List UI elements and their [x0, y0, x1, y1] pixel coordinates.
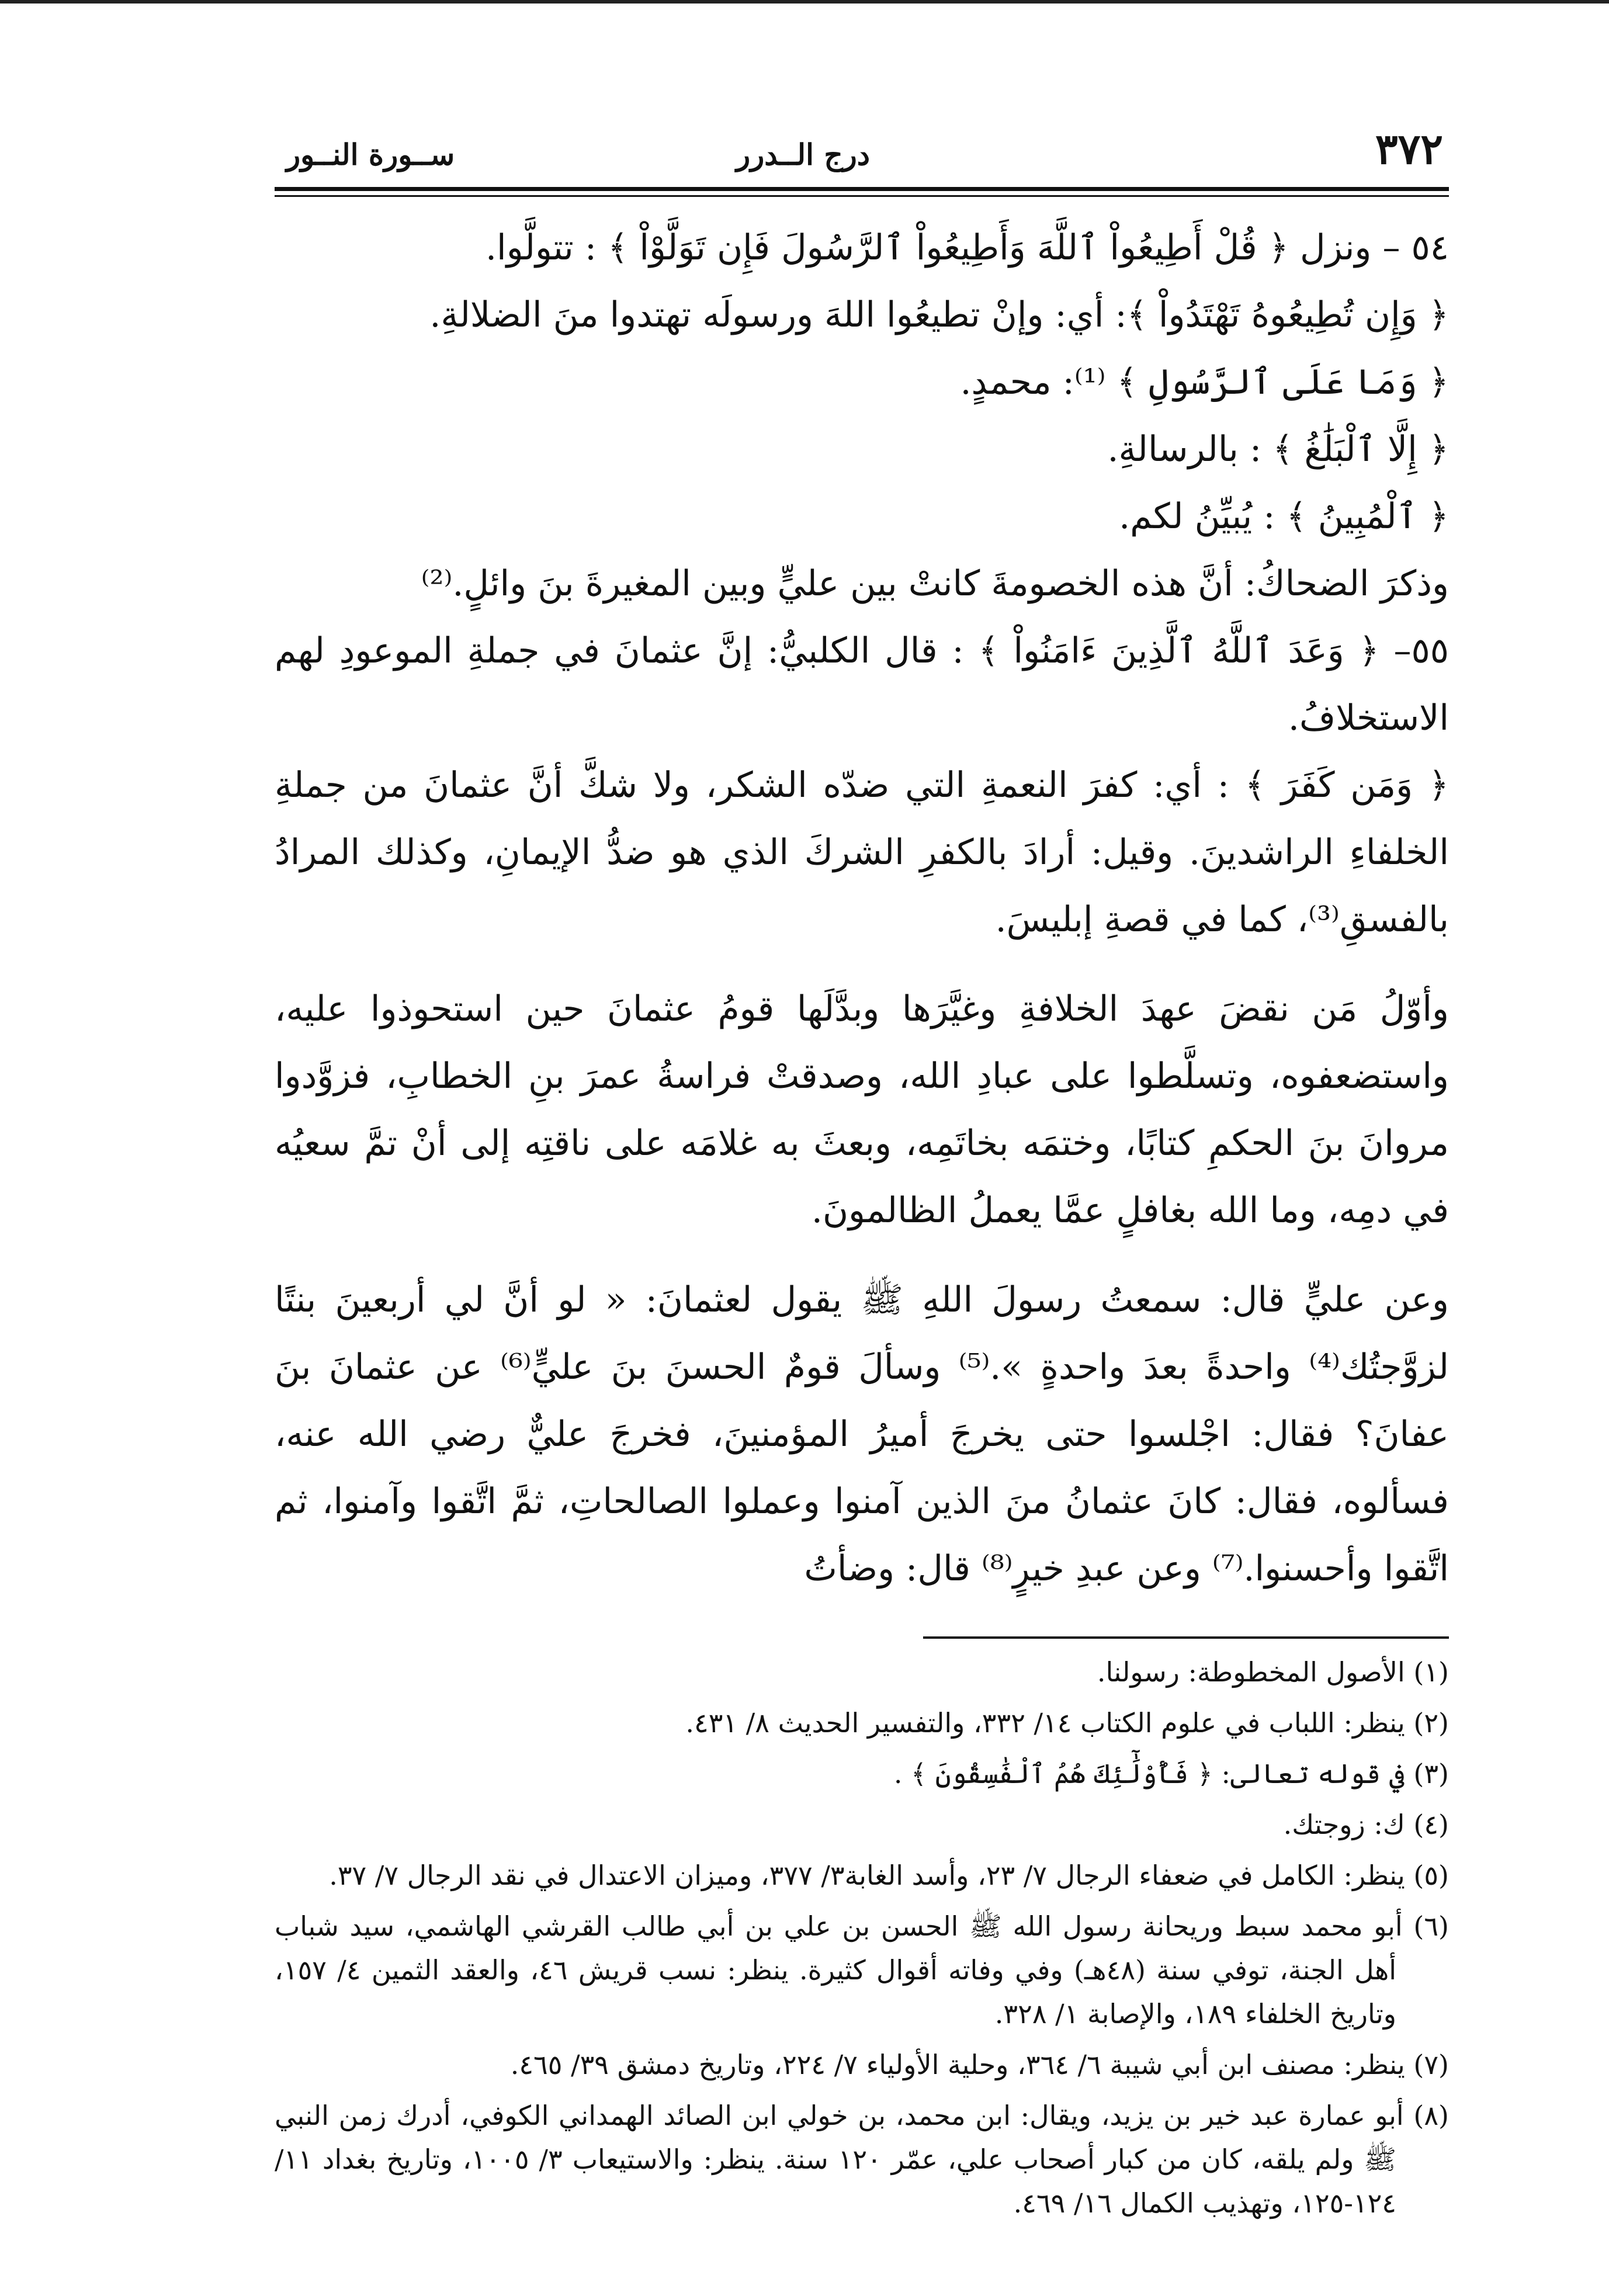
- footnote-separator-wrap: [275, 1636, 1449, 1639]
- verse-55-line: ٥٥– ﴿ وَعَدَ ٱللَّهُ ٱلَّذِينَ ءَامَنُواْ ﴾ : قال الكلبيُّ: إنَّ عثمانَ في جملةِ الموعودِ لهم الاستخلافُ.: [275, 630, 1449, 738]
- book-page: [275, 123, 1449, 2232]
- commentary-line: ﴿ ٱلْمُبِينُ ﴾ : يُبيِّنُ لكم.: [1119, 496, 1449, 537]
- commentary-line: ﴿ وَمَا عَلَى ٱلرَّسُولِ ﴾ ⁽¹⁾: محمدٍ.: [960, 362, 1449, 403]
- running-header: [275, 123, 1449, 191]
- commentary-line: وذكرَ الضحاكُ: أنَّ هذه الخصومةَ كانتْ بين عليٍّ وبين المغيرةَ بنَ وائلٍ.⁽²⁾: [421, 563, 1449, 604]
- footnote: (٧) ينظر: مصنف ابن أبي شيبة ٦/ ٣٦٤، وحلية الأولياء ٧/ ٢٢٤، وتاريخ دمشق ٣٩/ ٤٦٥.: [510, 2049, 1449, 2080]
- footnote-separator: [923, 1636, 1449, 1639]
- surah-title: ســورة النــور: [286, 137, 455, 172]
- commentary-line: ﴿ وَإِن تُطِيعُوهُ تَهْتَدُواْ ﴾: أي: وإنْ تطيعُوا اللهَ ورسولَه تهتدوا منَ الضلالةِ.: [429, 294, 1449, 335]
- page-number: ٣٧٢: [1375, 124, 1443, 174]
- main-text: [275, 214, 1449, 1603]
- footnote: (٨) أبو عمارة عبد خير بن يزيد، ويقال: ابن محمد، بن خولي ابن الصائد الهمداني الكوفي، أدرك زمن النبي ﷺ ولم يلقه، كان من كبار أصحاب علي، عمّر ١٢٠ سنة. ينظر: والاستيعاب ٣/ ١٠٠٥، وتاريخ بغداد ١١/ ١٢٤-١٢٥، وتهذيب الكمال ١٦/ ٤٦٩.: [275, 2100, 1449, 2219]
- commentary-line: ﴿ إِلَّا ٱلْبَلَٰغُ ﴾ : بالرسالةِ.: [1107, 429, 1449, 470]
- commentary-paragraph: وعن عليٍّ قال: سمعتُ رسولَ اللهِ ﷺ يقول لعثمانَ: « لو أنَّ لي أربعينَ بنتًا لزوَّجتُك⁽⁴⁾ واحدةً بعدَ واحدةٍ ».⁽⁵⁾ وسألَ قومٌ الحسنَ بنَ عليٍّ⁽⁶⁾ عن عثمانَ بنَ عفانَ؟ فقال: اجْلسوا حتى يخرجَ أميرُ المؤمنينَ، فخرجَ عليٌّ رضي الله عنه، فسألوه، فقال: كانَ عثمانُ منَ الذين آمنوا وعملوا الصالحاتِ، ثمَّ اتَّقوا وآمنوا، ثم اتَّقوا وأحسنوا.⁽⁷⁾ وعن عبدِ خيرٍ⁽⁸⁾ قال: وضأتُ: [275, 1279, 1449, 1589]
- footnote: (١) الأصول المخطوطة: رسولنا.: [1097, 1656, 1449, 1688]
- footnotes: [275, 1650, 1449, 2225]
- commentary-paragraph: ﴿ وَمَن كَفَرَ ﴾ : أي: كفرَ النعمةِ التي ضدّه الشكر، ولا شكَّ أنَّ عثمانَ من جملةِ الخلفاءِ الراشدينَ. وقيل: أرادَ بالكفرِ الشركَ الذي هو ضدُّ الإيمانِ، وكذلك المرادُ بالفسقِ⁽³⁾، كما في قصةِ إبليسَ.: [275, 765, 1449, 940]
- footnote: (٦) أبو محمد سبط وريحانة رسول الله ﷺ الحسن بن علي بن أبي طالب القرشي الهاشمي، سيد شباب أهل الجنة، توفي سنة (٤٨هـ) وفي وفاته أقوال كثيرة. ينظر: نسب قريش ٤٦، والعقد الثمين ٤/ ١٥٧، وتاريخ الخلفاء ١٨٩، والإصابة ١/ ٣٢٨.: [275, 1910, 1449, 2030]
- verse-54-line: ٥٤ – ونزل ﴿ قُلْ أَطِيعُواْ ٱللَّهَ وَأَطِيعُواْ ٱلرَّسُولَ فَإِن تَوَلَّوْاْ ﴾ : تتولَّوا.: [485, 227, 1449, 268]
- footnote: (٣) في قوله تعالى: ﴿ فَأُوْلَٰٓئِكَ هُمُ ٱلْفَٰسِقُونَ ﴾ .: [893, 1758, 1449, 1789]
- book-title: درج الــدرر: [736, 137, 871, 172]
- scan-edge: [0, 0, 1609, 4]
- footnote: (٢) ينظر: اللباب في علوم الكتاب ١٤/ ٣٣٢، والتفسير الحديث ٨/ ٤٣١.: [685, 1707, 1449, 1739]
- footnote: (٥) ينظر: الكامل في ضعفاء الرجال ٧/ ٢٣، وأسد الغابة٣/ ٣٧٧، وميزان الاعتدال في نقد الرجال ٧/ ٣٧.: [329, 1860, 1449, 1891]
- footnote: (٤) ك: زوجتك.: [1283, 1809, 1449, 1840]
- commentary-paragraph: وأوّلُ مَن نقضَ عهدَ الخلافةِ وغيَّرَها وبدَّلَها قومُ عثمانَ حين استحوذوا عليه، واستضعفوه، وتسلَّطوا على عبادِ الله، وصدقتْ فراسةُ عمرَ بنِ الخطابِ، فزوَّدوا مروانَ بنَ الحكمِ كتابًا، وختمَه بخاتَمِه، وبعثَ به غلامَه على ناقتِه إلى أنْ تمَّ سعيُه في دمِه، وما الله بغافلٍ عمَّا يعملُ الظالمونَ.: [275, 989, 1449, 1231]
